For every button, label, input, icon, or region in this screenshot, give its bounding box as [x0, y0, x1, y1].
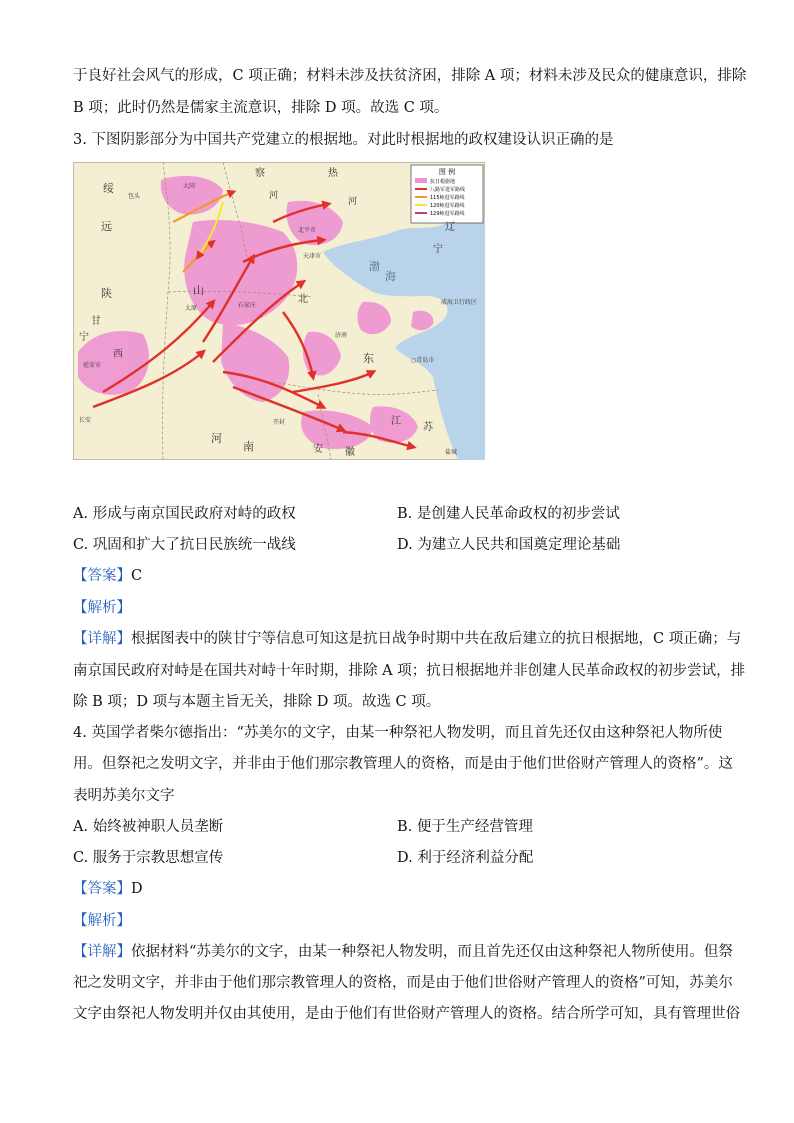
map-label: 苏: [423, 422, 433, 433]
map-label: 渤: [369, 260, 380, 273]
map-label: 西: [113, 349, 123, 360]
base-area-map: [73, 162, 485, 460]
map-label: 河: [211, 432, 222, 445]
map-label: 远: [101, 220, 112, 233]
q4-detail-line: 祀之发明文字，并非由于他们那宗教管理人的资格，而是由于他们世俗财产管理人的资格”可知，苏美尔: [73, 975, 733, 991]
map-legend: [411, 165, 483, 223]
map-label: 河: [348, 197, 358, 207]
legend-item: 129师进军路线: [430, 211, 465, 217]
map-label: 陕: [101, 287, 112, 300]
map-label: 石家庄: [238, 302, 257, 309]
q3-detail-line: 除 B 项；D 项与本题主旨无关，排除 D 项。故选 C 项。: [73, 694, 441, 710]
map-label: 长安: [79, 417, 92, 424]
q4-detail-line: 【详解】依据材料“苏美尔的文字，由某一种祭祀人物发明，而且首先还仅由这种祭祀人物所使用。但祭: [73, 944, 733, 960]
map-label: 河: [269, 191, 279, 201]
q4-answer: [73, 879, 143, 899]
map-label: 包头: [128, 193, 141, 200]
map-label: 济南: [335, 332, 348, 339]
map-label: 海: [385, 270, 396, 283]
question-3-stem: 3. 下图阴影部分为中国共产党建立的根据地。对此时根据地的政权建设认识正确的是: [73, 132, 614, 148]
body-text-line: 于良好社会风气的形成，C 项正确；材料未涉及扶贫济困，排除 A 项；材料未涉及民众的健康意识，排除: [73, 68, 747, 84]
map-label: 盐城: [445, 449, 458, 456]
q3-option-c: C. 巩固和扩大了抗日民族统一战线: [73, 537, 296, 553]
map-label: 太原: [185, 305, 198, 312]
map-label: 徽: [345, 447, 355, 458]
answer-value: D: [131, 881, 143, 897]
map-label: 东: [363, 352, 374, 365]
answer-tag: 【答案】: [73, 881, 131, 897]
q4-detail-line: 文字由祭祀人物发明并仅由其使用，是由于他们有世俗财产管理人的资格。结合所学可知，具有管理世俗: [73, 1006, 740, 1022]
answer-tag: 【答案】: [73, 568, 131, 584]
map-label: 辽: [445, 222, 455, 233]
legend-item: 抗日根据地: [430, 179, 456, 185]
map-label: 热: [328, 168, 338, 179]
q4-analysis-tag: 【解析】: [73, 913, 131, 929]
body-text-line: B 项；此时仍然是儒家主流意识，排除 D 项。故选 C 项。: [73, 100, 449, 116]
q4-option-d: D. 利于经济利益分配: [397, 850, 534, 866]
map-label: 开封: [273, 419, 286, 426]
map-label: 宁: [79, 332, 89, 343]
answer-value: C: [131, 568, 143, 584]
map-label: 察: [255, 168, 265, 179]
q3-analysis-tag: 【解析】: [73, 600, 131, 616]
map-label: ○青岛市: [411, 357, 435, 364]
q4-option-a: A. 始终被神职人员垄断: [73, 819, 224, 835]
map-label: 甘: [91, 316, 101, 327]
legend-item: 八路军进军路线: [430, 187, 466, 193]
q3-option-b: B. 是创建人民革命政权的初步尝试: [397, 506, 620, 522]
legend-title: 图 例: [438, 168, 456, 176]
map-label: 大同: [183, 183, 196, 190]
question-4-stem-line: 表明苏美尔文字: [73, 788, 175, 804]
map-label: 宁: [433, 244, 443, 255]
q3-detail-line: 【详解】根据图表中的陕甘宁等信息可知这是抗日战争时期中共在敌后建立的抗日根据地，C 项正确；与: [73, 631, 742, 647]
map-label: 天津市: [303, 253, 322, 260]
q4-option-b: B. 便于生产经营管理: [397, 819, 533, 835]
map-label: 威海卫行政区: [441, 299, 478, 306]
map-label: 江: [391, 416, 401, 427]
question-4-stem-line: 4. 英国学者柴尔德指出：“苏美尔的文字，由某一种祭祀人物发明，而且首先还仅由这种祭祀人物所使: [73, 725, 723, 741]
map-label: 南: [243, 440, 254, 453]
legend-item: 120师进军路线: [430, 203, 465, 209]
map-label: 延安市: [83, 362, 102, 369]
q4-option-c: C. 服务于宗教思想宣传: [73, 850, 224, 866]
map-label: 北: [298, 294, 308, 305]
map-label: 山: [193, 284, 204, 297]
map-label: 北平市: [298, 227, 317, 234]
q3-answer: [73, 566, 142, 586]
map-label: 安: [313, 444, 323, 455]
map-label: 绥: [103, 182, 114, 195]
legend-item: 115师进军路线: [430, 195, 465, 201]
q3-option-a: A. 形成与南京国民政府对峙的政权: [73, 506, 296, 522]
question-4-stem-line: 用。但祭祀之发明文字，并非由于他们那宗教管理人的资格，而是由于他们世俗财产管理人的资格”。这: [73, 756, 733, 772]
q3-detail-line: 南京国民政府对峙是在国共对峙十年时期，排除 A 项；抗日根据地并非创建人民革命政权的初步尝试，排: [73, 663, 746, 679]
q3-option-d: D. 为建立人民共和国奠定理论基础: [397, 537, 621, 553]
